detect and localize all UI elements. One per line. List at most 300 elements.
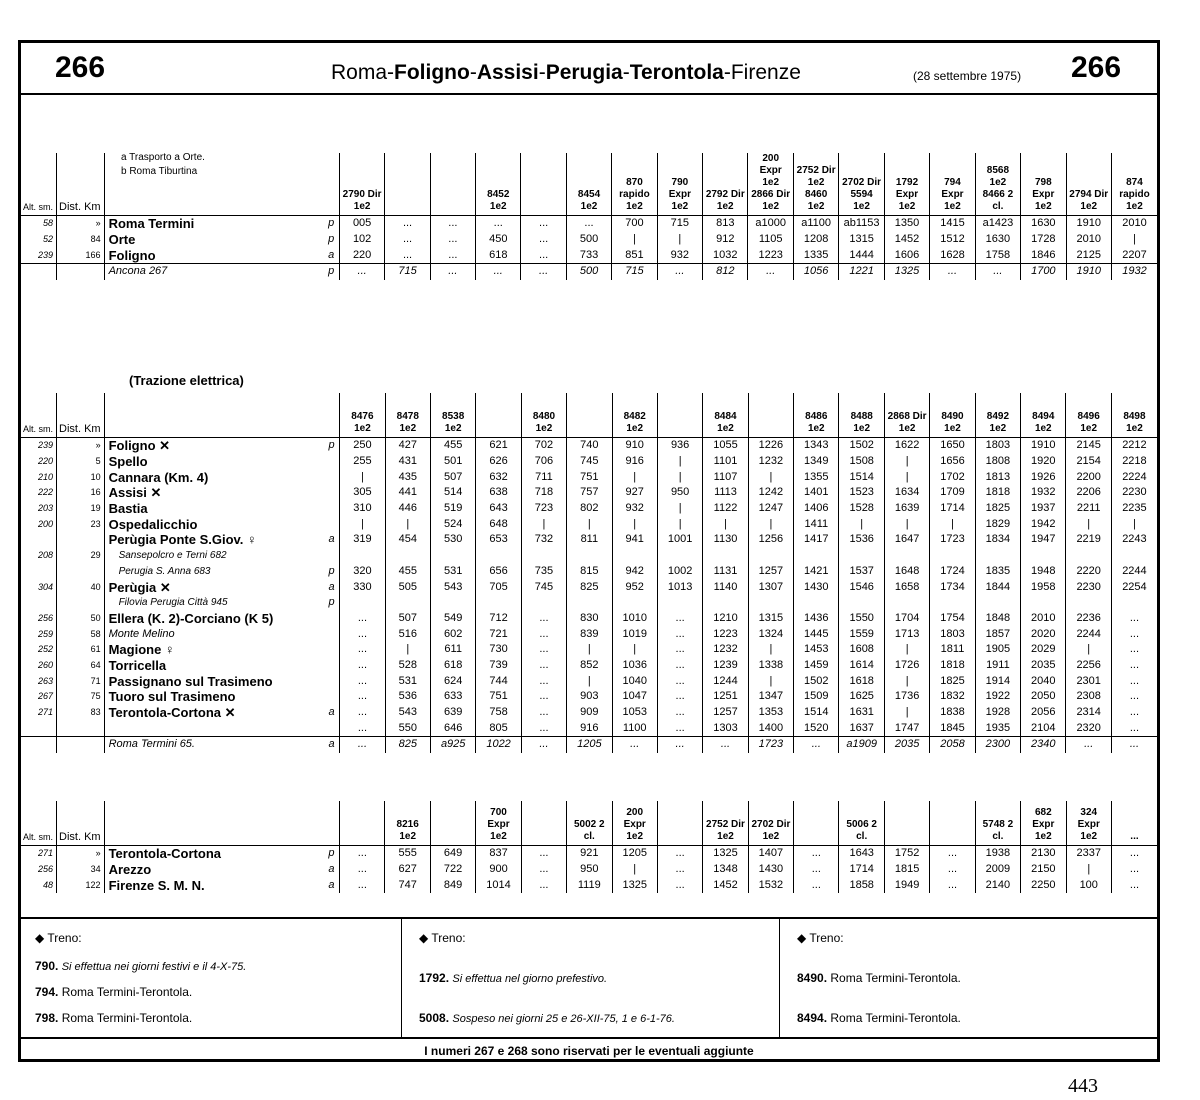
- train-number-header: 798 Expr 1e2: [1021, 153, 1066, 216]
- time-cell: 1559: [839, 626, 884, 642]
- time-cell: 1131: [703, 564, 748, 580]
- train-number-header: [930, 801, 975, 846]
- time-cell: 627: [385, 862, 430, 878]
- station-name: Torricella: [104, 658, 324, 674]
- time-cell: [340, 548, 385, 564]
- time-cell: 2207: [1111, 247, 1157, 263]
- time-cell: 903: [567, 689, 612, 705]
- time-cell: 1803: [930, 626, 975, 642]
- time-cell: 830: [567, 611, 612, 627]
- dist-header: Dist. Km: [57, 153, 105, 216]
- time-cell: ...: [1111, 862, 1157, 878]
- train-header-row: [21, 153, 1157, 216]
- time-cell: 1614: [839, 658, 884, 674]
- time-cell: 330: [340, 579, 385, 595]
- train-number-header: 2794 Dir 1e2: [1066, 153, 1111, 216]
- station-name: Bastia: [104, 501, 324, 517]
- time-cell: 932: [657, 247, 702, 263]
- station-header: [104, 801, 340, 846]
- time-cell: 507: [385, 611, 430, 627]
- time-cell: 1307: [748, 579, 793, 595]
- time-cell: ...: [521, 247, 566, 263]
- note-5008: 5008. Sospeso nei giorni 25 e 26-XII-75, 1 e 6-1-76.: [419, 1011, 675, 1025]
- distance-km: [57, 737, 105, 753]
- timetable-table: [21, 153, 1157, 280]
- time-cell: |: [703, 516, 748, 532]
- time-cell: 1825: [975, 501, 1020, 517]
- station-row: [21, 642, 1157, 658]
- arr-dep-flag: p: [328, 847, 335, 860]
- arr-dep-flag: p: [328, 596, 335, 609]
- time-cell: 455: [430, 438, 475, 454]
- time-cell: 1520: [794, 720, 839, 736]
- time-cell: 1406: [794, 501, 839, 517]
- time-cell: 1239: [703, 658, 748, 674]
- time-cell: 1032: [703, 247, 748, 263]
- time-cell: |: [1111, 516, 1157, 532]
- altitude: 52: [43, 234, 54, 245]
- time-cell: 1911: [975, 658, 1020, 674]
- time-cell: 825: [385, 737, 430, 753]
- station-name: Tuoro sul Trasimeno: [104, 689, 324, 705]
- time-cell: 1754: [930, 611, 975, 627]
- station-row: [21, 485, 1157, 501]
- time-cell: 646: [430, 720, 475, 736]
- time-cell: |: [884, 642, 929, 658]
- time-cell: 745: [521, 579, 566, 595]
- time-cell: [340, 595, 385, 611]
- date: (28 settembre 1975): [913, 69, 1022, 83]
- time-cell: 1608: [839, 642, 884, 658]
- train-number-header: 5748 2 cl.: [975, 801, 1020, 846]
- altitude: 260: [37, 659, 54, 670]
- train-number-header: 2752 Dir 1e2 8460 1e2: [793, 153, 838, 216]
- train-number-header: 8538 1e2: [430, 393, 475, 438]
- time-cell: 501: [430, 454, 475, 470]
- station-header: [104, 393, 340, 438]
- time-cell: |: [567, 516, 612, 532]
- time-cell: 524: [430, 516, 475, 532]
- train-number-header: 8454 1e2: [566, 153, 611, 216]
- time-cell: [703, 548, 748, 564]
- time-cell: ...: [476, 264, 521, 280]
- time-cell: 455: [385, 564, 430, 580]
- time-cell: 549: [430, 611, 475, 627]
- time-cell: 815: [567, 564, 612, 580]
- time-cell: 1421: [794, 564, 839, 580]
- time-cell: [567, 548, 612, 564]
- train-number-header: [657, 801, 702, 846]
- time-cell: a1000: [748, 216, 793, 232]
- time-cell: 1002: [657, 564, 702, 580]
- time-cell: 1036: [612, 658, 657, 674]
- time-cell: 1838: [930, 705, 975, 721]
- time-cell: 1400: [748, 720, 793, 736]
- train-number-header: 8478 1e2: [385, 393, 430, 438]
- time-cell: 530: [430, 532, 475, 548]
- train-number-header: 2702 Dir 1e2: [748, 801, 793, 846]
- time-cell: ...: [1111, 642, 1157, 658]
- alt-header: Alt. sm.: [21, 153, 57, 216]
- time-cell: ...: [521, 611, 566, 627]
- time-cell: 706: [521, 454, 566, 470]
- altitude: 304: [37, 581, 54, 592]
- time-cell: 2206: [1066, 485, 1111, 501]
- time-cell: [430, 548, 475, 564]
- time-cell: 1349: [794, 454, 839, 470]
- time-cell: 1040: [612, 673, 657, 689]
- time-cell: 1348: [703, 862, 748, 878]
- time-cell: 1832: [930, 689, 975, 705]
- station-row: [21, 247, 1157, 263]
- time-cell: 2220: [1066, 564, 1111, 580]
- time-cell: 1920: [1021, 454, 1066, 470]
- time-cell: 618: [476, 247, 521, 263]
- station-name: Roma Termini: [104, 216, 323, 232]
- time-cell: [1111, 548, 1157, 564]
- time-cell: 1803: [975, 438, 1020, 454]
- time-cell: 653: [476, 532, 521, 548]
- time-cell: ...: [566, 216, 611, 232]
- alt-header: Alt. sm.: [21, 801, 57, 846]
- time-cell: |: [1111, 232, 1157, 248]
- time-cell: 005: [339, 216, 384, 232]
- notes-col-3: ◆ Treno: 8490. Roma Termini-Terontola. 8494. Roma Termini-Terontola.: [797, 931, 961, 1025]
- station-name: Terontola-Cortona ✕: [104, 705, 324, 721]
- time-cell: 802: [567, 501, 612, 517]
- time-cell: [1066, 548, 1111, 564]
- altitude: 256: [37, 612, 54, 623]
- station-name: [104, 720, 324, 736]
- arr-dep-flag: [324, 673, 340, 689]
- time-cell: 500: [566, 264, 611, 280]
- time-cell: ...: [340, 658, 385, 674]
- train-number-header: 790 Expr 1e2: [657, 153, 702, 216]
- time-cell: [567, 595, 612, 611]
- time-cell: ...: [657, 626, 702, 642]
- time-cell: 2337: [1066, 846, 1111, 862]
- time-cell: 702: [521, 438, 566, 454]
- train-number-header: 1792 Expr 1e2: [884, 153, 929, 216]
- time-cell: ...: [930, 846, 975, 862]
- time-cell: 1242: [748, 485, 793, 501]
- time-cell: 555: [385, 846, 430, 862]
- time-cell: [612, 595, 657, 611]
- time-cell: 837: [476, 846, 521, 862]
- time-cell: 2035: [1021, 658, 1066, 674]
- distance-km: 50: [57, 611, 105, 627]
- time-cell: 1223: [703, 626, 748, 642]
- time-cell: 621: [476, 438, 521, 454]
- train-number-header: 5006 2 cl.: [839, 801, 884, 846]
- time-cell: |: [884, 454, 929, 470]
- route-title: Roma-Foligno-Assisi-Perugia-Terontola-Firenze: [331, 61, 801, 84]
- time-cell: 1622: [884, 438, 929, 454]
- distance-km: 58: [57, 626, 105, 642]
- time-cell: |: [657, 454, 702, 470]
- time-cell: 1958: [1021, 579, 1066, 595]
- time-cell: 2035: [884, 737, 929, 753]
- time-cell: 649: [430, 846, 475, 862]
- time-cell: 1910: [1066, 216, 1111, 232]
- time-cell: 1205: [612, 846, 657, 862]
- time-cell: 1053: [612, 705, 657, 721]
- page-number: 443: [1068, 1075, 1098, 1097]
- time-cell: 1101: [703, 454, 748, 470]
- time-cell: 722: [430, 862, 475, 878]
- time-cell: 1905: [975, 642, 1020, 658]
- time-cell: [385, 595, 430, 611]
- time-cell: ...: [340, 720, 385, 736]
- train-number-header: 2868 Dir 1e2: [884, 393, 929, 438]
- time-cell: 1634: [884, 485, 929, 501]
- time-cell: 1445: [794, 626, 839, 642]
- time-cell: 2140: [975, 877, 1020, 893]
- train-number-header: 8452 1e2: [476, 153, 521, 216]
- time-cell: 1014: [476, 877, 521, 893]
- time-cell: 626: [476, 454, 521, 470]
- time-cell: 2029: [1021, 642, 1066, 658]
- station-row: [21, 469, 1157, 485]
- time-cell: 2250: [1021, 877, 1066, 893]
- table-number-left: 266: [55, 51, 106, 84]
- time-cell: 2254: [1111, 579, 1157, 595]
- time-cell: |: [612, 469, 657, 485]
- altitude: [21, 564, 57, 580]
- altitude: 267: [37, 691, 54, 702]
- station-row: [21, 705, 1157, 721]
- arr-dep-flag: [324, 548, 340, 564]
- time-cell: 2130: [1021, 846, 1066, 862]
- time-cell: 900: [476, 862, 521, 878]
- arr-dep-flag: [324, 469, 340, 485]
- time-cell: 1747: [884, 720, 929, 736]
- time-cell: 1140: [703, 579, 748, 595]
- time-cell: 2230: [1066, 579, 1111, 595]
- station-name: Cannara (Km. 4): [104, 469, 324, 485]
- time-cell: |: [612, 642, 657, 658]
- note-1792: 1792. Si effettua nel giorno prefestivo.: [419, 971, 608, 985]
- time-cell: 1010: [612, 611, 657, 627]
- time-cell: 813: [703, 216, 748, 232]
- time-cell: [975, 595, 1020, 611]
- time-cell: 1834: [975, 532, 1020, 548]
- time-cell: 1122: [703, 501, 748, 517]
- distance-km: 23: [57, 516, 105, 532]
- arr-dep-flag: a: [324, 737, 340, 753]
- time-cell: 1523: [839, 485, 884, 501]
- time-cell: 825: [567, 579, 612, 595]
- time-cell: 952: [612, 579, 657, 595]
- time-cell: ...: [1111, 611, 1157, 627]
- time-cell: 2340: [1021, 737, 1066, 753]
- time-cell: 2154: [1066, 454, 1111, 470]
- station-name: Magione ♀: [104, 642, 324, 658]
- altitude: [21, 737, 57, 753]
- time-cell: 1343: [794, 438, 839, 454]
- timetable-grid: [21, 93, 1157, 913]
- arr-dep-flag: [324, 658, 340, 674]
- timetable-table: [21, 393, 1157, 753]
- time-cell: ...: [657, 877, 702, 893]
- time-cell: |: [748, 673, 793, 689]
- time-cell: 1512: [930, 232, 975, 248]
- time-cell: ...: [657, 689, 702, 705]
- altitude: 58: [43, 218, 54, 229]
- time-cell: [1021, 595, 1066, 611]
- time-cell: ...: [521, 264, 566, 280]
- time-cell: 2219: [1066, 532, 1111, 548]
- time-cell: 1130: [703, 532, 748, 548]
- time-cell: 1514: [839, 469, 884, 485]
- time-cell: 1509: [794, 689, 839, 705]
- station-name: Roma Termini 65.: [104, 737, 324, 753]
- time-cell: [657, 595, 702, 611]
- time-cell: 730: [476, 642, 521, 658]
- time-cell: |: [930, 516, 975, 532]
- time-cell: 916: [567, 720, 612, 736]
- time-cell: ...: [1111, 689, 1157, 705]
- time-cell: [385, 548, 430, 564]
- station-name: Passignano sul Trasimeno: [104, 673, 324, 689]
- time-cell: 1726: [884, 658, 929, 674]
- time-cell: ...: [657, 658, 702, 674]
- time-cell: ...: [794, 877, 839, 893]
- time-cell: ...: [930, 877, 975, 893]
- station-row: [21, 532, 1157, 548]
- time-cell: |: [1066, 516, 1111, 532]
- altitude: [21, 720, 57, 736]
- train-number-header: 5002 2 cl.: [567, 801, 612, 846]
- time-cell: 2020: [1021, 626, 1066, 642]
- train-number-header: 700 Expr 1e2: [476, 801, 521, 846]
- station-row: [21, 516, 1157, 532]
- time-cell: 1846: [1021, 247, 1066, 263]
- distance-km: [57, 532, 105, 548]
- time-cell: [1111, 595, 1157, 611]
- time-cell: 1932: [1021, 485, 1066, 501]
- train-number-header: 324 Expr 1e2: [1066, 801, 1111, 846]
- distance-km: 166: [57, 247, 105, 263]
- time-cell: 705: [476, 579, 521, 595]
- time-cell: 1714: [839, 862, 884, 878]
- station-row: [21, 501, 1157, 517]
- time-cell: 2211: [1066, 501, 1111, 517]
- time-cell: 1942: [1021, 516, 1066, 532]
- station-row: [21, 846, 1157, 862]
- time-cell: ...: [1111, 877, 1157, 893]
- station-name: Monte Melino: [104, 626, 324, 642]
- time-cell: 1452: [884, 232, 929, 248]
- train-number-header: [794, 801, 839, 846]
- time-cell: 932: [612, 501, 657, 517]
- arr-dep-flag: [324, 501, 340, 517]
- time-cell: 711: [521, 469, 566, 485]
- altitude: 200: [37, 518, 54, 529]
- footer-note: I numeri 267 e 268 sono riservati per le eventuali aggiunte: [21, 1037, 1157, 1064]
- time-cell: 1335: [793, 247, 838, 263]
- time-cell: 1013: [657, 579, 702, 595]
- arr-dep-flag: a: [328, 863, 335, 876]
- time-cell: 1658: [884, 579, 929, 595]
- time-cell: |: [884, 516, 929, 532]
- time-cell: ...: [657, 264, 702, 280]
- time-cell: ...: [385, 247, 430, 263]
- time-cell: 1937: [1021, 501, 1066, 517]
- time-cell: 1444: [839, 247, 884, 263]
- time-cell: ...: [340, 689, 385, 705]
- time-cell: 1857: [975, 626, 1020, 642]
- station-row: [21, 737, 1157, 753]
- arr-dep-flag: [324, 626, 340, 642]
- altitude: [21, 532, 57, 548]
- time-cell: 2230: [1111, 485, 1157, 501]
- time-cell: 1938: [975, 846, 1020, 862]
- arr-dep-flag: a: [328, 533, 335, 546]
- time-cell: 2040: [1021, 673, 1066, 689]
- time-cell: 941: [612, 532, 657, 548]
- time-cell: 1910: [1066, 264, 1111, 280]
- train-number-header: 8496 1e2: [1066, 393, 1111, 438]
- time-cell: [794, 548, 839, 564]
- arr-dep-flag: [324, 642, 340, 658]
- time-cell: 310: [340, 501, 385, 517]
- time-cell: ...: [521, 626, 566, 642]
- time-cell: 1502: [839, 438, 884, 454]
- time-cell: ...: [657, 673, 702, 689]
- note-8494: 8494. Roma Termini-Terontola.: [797, 1011, 961, 1025]
- time-cell: a1423: [975, 216, 1020, 232]
- distance-km: 5: [57, 454, 105, 470]
- time-cell: 1223: [748, 247, 793, 263]
- time-cell: 1818: [930, 658, 975, 674]
- time-cell: 1630: [1021, 216, 1066, 232]
- time-cell: 1848: [975, 611, 1020, 627]
- distance-km: 83: [57, 705, 105, 721]
- time-cell: |: [612, 516, 657, 532]
- train-number-header: 8494 1e2: [1021, 393, 1066, 438]
- altitude: 263: [37, 675, 54, 686]
- time-cell: 450: [476, 232, 521, 248]
- time-cell: ...: [748, 264, 793, 280]
- time-cell: 1417: [794, 532, 839, 548]
- dist-header: Dist. Km: [57, 393, 105, 438]
- time-cell: ...: [930, 862, 975, 878]
- time-cell: 446: [385, 501, 430, 517]
- time-cell: ...: [340, 705, 385, 721]
- station-name: Firenze S. M. N.: [104, 877, 324, 893]
- altitude: [21, 264, 57, 280]
- time-cell: 2243: [1111, 532, 1157, 548]
- train-number-header: 2792 Dir 1e2: [703, 153, 748, 216]
- distance-km: 34: [57, 862, 105, 878]
- train-number-header: 794 Expr 1e2: [930, 153, 975, 216]
- time-cell: 927: [612, 485, 657, 501]
- time-cell: 1325: [612, 877, 657, 893]
- time-cell: 1639: [884, 501, 929, 517]
- time-cell: 735: [521, 564, 566, 580]
- time-cell: ...: [657, 642, 702, 658]
- train-number-header: [521, 153, 566, 216]
- time-cell: 2009: [975, 862, 1020, 878]
- time-cell: ...: [1066, 737, 1111, 753]
- station-name: Ancona 267: [104, 264, 323, 280]
- time-cell: 1844: [975, 579, 1020, 595]
- time-cell: 1047: [612, 689, 657, 705]
- distance-km: [57, 564, 105, 580]
- time-cell: 543: [385, 705, 430, 721]
- time-cell: [748, 548, 793, 564]
